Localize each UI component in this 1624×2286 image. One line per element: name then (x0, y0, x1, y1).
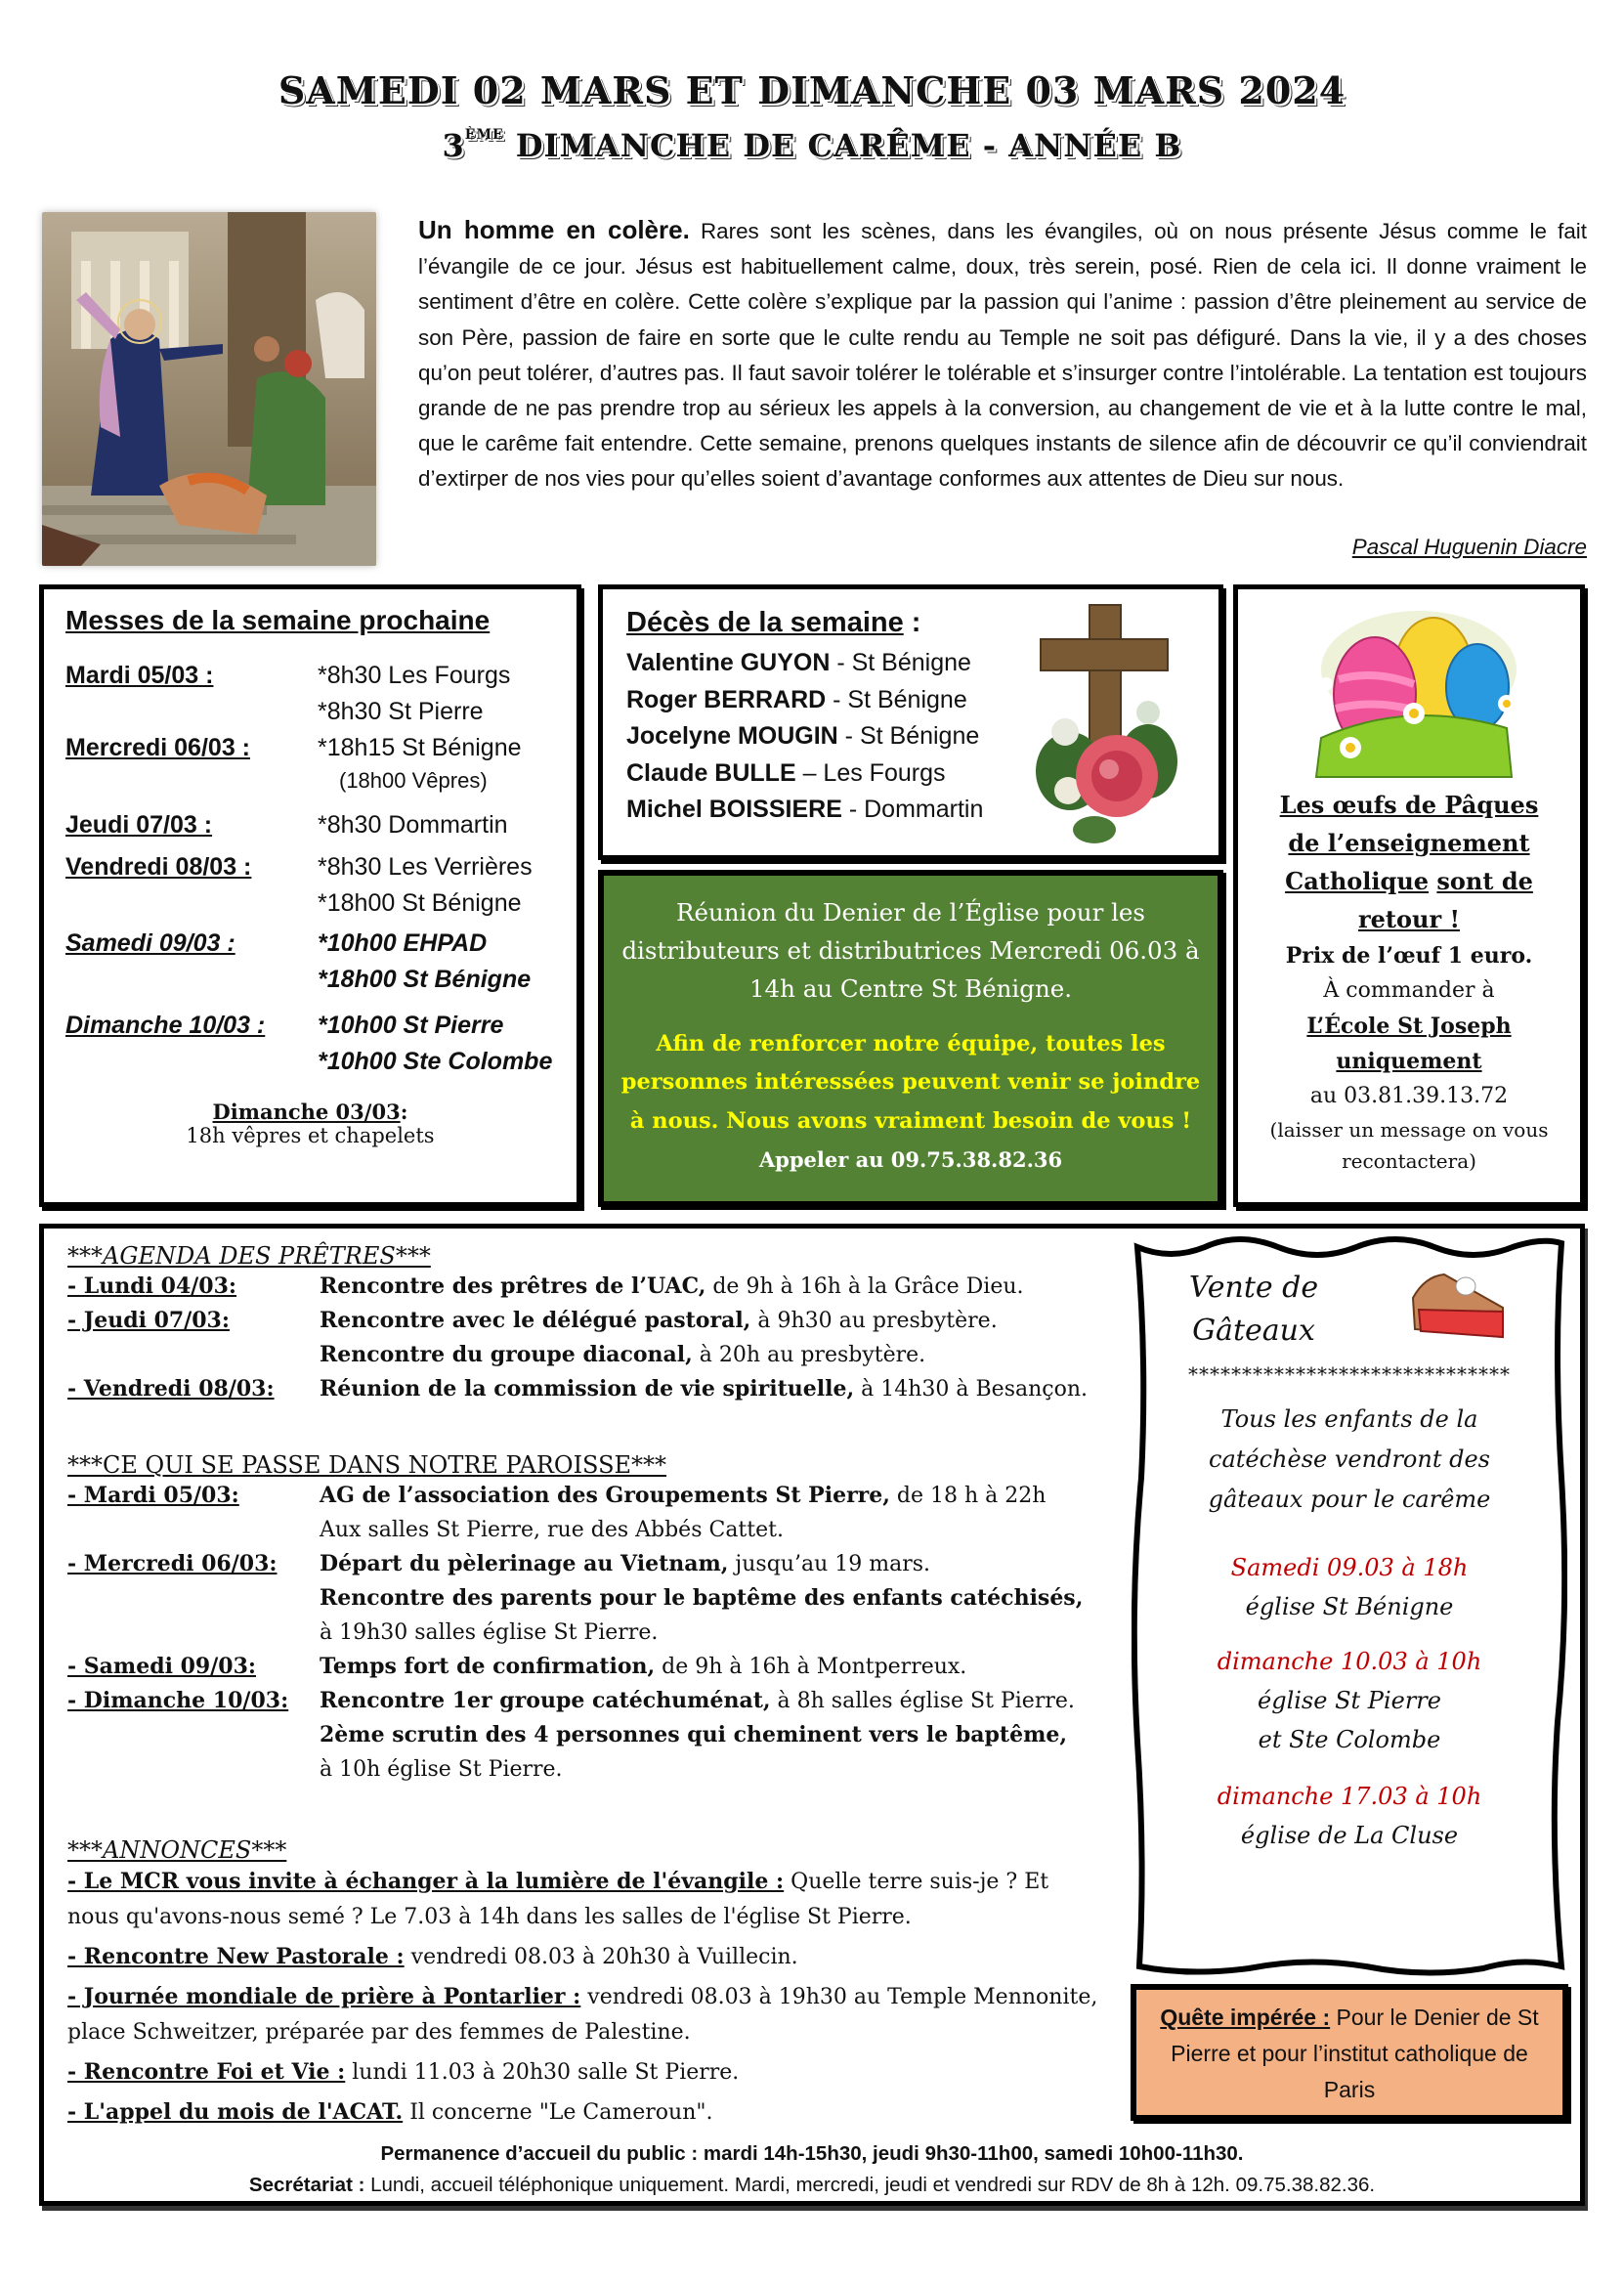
deces-name: Roger BERRARD (626, 685, 827, 713)
denier-box (598, 870, 1223, 1207)
oeufs-box (1233, 584, 1585, 1207)
editorial-text (418, 212, 1587, 497)
annonce-text: lundi 11.03 à 20h30 salle St Pierre. (345, 2060, 740, 2085)
paroisse-row (67, 1752, 1083, 1787)
quete-text: Pour le Denier de St Pierre et pour l’institut catholique de Paris (1171, 2005, 1539, 2102)
paroisse-day: - Mercredi 06/03: (67, 1551, 278, 1576)
agenda-day: - Vendredi 08/03: (67, 1376, 275, 1402)
paroisse-detail: à 8h salles église St Pierre. (770, 1689, 1075, 1713)
messes-day: Jeudi 07/03 : (65, 811, 213, 839)
gateaux-intro (1132, 1400, 1567, 1520)
paroisse-row (67, 1581, 1083, 1616)
paroisse-day: - Mardi 05/03: (67, 1483, 239, 1508)
paroisse-event: Rencontre des parents pour le baptême des enfants catéchisés, (320, 1585, 1084, 1611)
annonce-text: vendredi 08.03 à 20h30 à Vuillecin. (404, 1945, 798, 1969)
deces-place: - St Bénigne (830, 649, 971, 676)
deces-title-colon: : (903, 607, 921, 638)
agenda-row (67, 1270, 1088, 1304)
gateaux-intro-3: gâteaux pour le carême (1208, 1486, 1491, 1513)
deces-name: Valentine GUYON (626, 649, 831, 676)
agenda-day: - Lundi 04/03: (67, 1273, 237, 1299)
annonce-item (67, 2054, 1103, 2091)
paroisse-section (67, 1451, 1083, 1787)
deces-name: Claude BULLE (626, 758, 796, 787)
oeufs-title-4: retour ! (1358, 905, 1460, 933)
agenda-event: Rencontre du groupe diaconal, (320, 1342, 693, 1367)
oeufs-title-3a: Catholique (1285, 867, 1430, 895)
messes-day: Vendredi 08/03 : (65, 853, 252, 881)
paroisse-event: Temps fort de confirmation, (320, 1654, 656, 1679)
paroisse-row (67, 1718, 1083, 1752)
paroisse-day (67, 1616, 320, 1650)
cake-slice-icon (1405, 1269, 1513, 1347)
denier-appeal-text: Afin de renforcer notre équipe, toutes les personnes intéressées peuvent venir se joindre à nous. Nous avons vraiment besoin de vous ! (620, 1031, 1201, 1134)
agenda-detail: de 9h à 16h à la Grâce Dieu. (705, 1274, 1024, 1299)
footer-secretariat (44, 2174, 1580, 2197)
messes-footer-colon: : (400, 1100, 408, 1124)
messes-time: *10h00 Ste Colombe (318, 1048, 553, 1075)
gateaux-title-2: Gâteaux (1192, 1314, 1315, 1348)
annonce-title: - Journée mondiale de prière à Pontarlier : (67, 1984, 581, 2009)
messes-note: (18h00 Vêpres) (339, 768, 488, 793)
messes-day: Samedi 09/03 : (65, 929, 235, 957)
denier-meeting-text: Réunion du Denier de l’Église pour les distributeurs et distributrices Mercredi 06.03 à 14h au Centre St Bénigne. (621, 898, 1200, 1003)
cross-with-roses-icon (1011, 595, 1197, 849)
agenda-row (67, 1372, 1088, 1406)
paroisse-event: Rencontre 1er groupe catéchuménat, (320, 1688, 771, 1713)
paroisse-row (67, 1513, 1083, 1547)
deces-place: – Les Fourgs (795, 758, 946, 787)
paroisse-detail: de 18 h à 22h (889, 1484, 1047, 1508)
gateaux-intro-1: Tous les enfants de la (1220, 1405, 1478, 1433)
annonce-text: Il concerne "Le Cameroun". (403, 2100, 713, 2125)
editorial-lead: Un homme en colère. (418, 215, 690, 244)
annonce-title: - Le MCR vous invite à échanger à la lumière de l'évangile : (67, 1869, 785, 1894)
oeufs-note: (laisser un message on vous recontactera) (1269, 1118, 1549, 1173)
oeufs-title-1: Les œufs de Pâques (1279, 791, 1539, 819)
gateaux-date: Samedi 09.03 à 18h (1230, 1554, 1469, 1581)
paroisse-row (67, 1479, 1083, 1513)
paroisse-row (67, 1684, 1083, 1718)
oeufs-phone: au 03.81.39.13.72 (1309, 1084, 1509, 1108)
messes-time: *18h15 St Bénigne (318, 734, 522, 761)
denier-phone: Appeler au 09.75.38.82.36 (758, 1147, 1063, 1172)
editorial-signature: Pascal Huguenin Diacre (1351, 535, 1587, 559)
agenda-detail: à 14h30 à Besançon. (854, 1377, 1089, 1402)
paroisse-row (67, 1547, 1083, 1581)
agenda-day: - Jeudi 07/03: (67, 1308, 230, 1333)
paroisse-day: - Dimanche 10/03: (67, 1688, 289, 1713)
gateaux-title-1: Vente de (1188, 1271, 1319, 1305)
messes-row (65, 807, 555, 843)
agenda-section (67, 1242, 1088, 1406)
editorial-body: Rares sont les scènes, dans les évangiles, où on nous présente Jésus comme le fait l’évangile de ce jour. Jésus est habituellement calme, doux, très serein, posé. Rien de cela ici. Il donne vraiment le sentiment d’être en colère. Cette colère s’explique par la passion qui l’anime : passion d’être pleinement au service de son Père, passion de faire en sorte que le culte rendu au Temple ne soit pas défiguré. Dans la vie, il y a des choses qu’on peut tolérer, d’autres pas. Il faut savoir tolérer le tolérable et s’insurger contre l’intolérable. La tentation est toujours grande de ne pas prendre trop au sérieux les appels à la conversion, au changement de vie et à la lutte contre le mal, que le carême fait entendre. Cette semaine, prenons quelques instants de silence afin de découvrir ce qu’il conviendrait d’extirper de nos vies pour qu’elles soient d’avantage conformes aux attentes de Dieu sur nous. (418, 219, 1587, 492)
paroisse-event: 2ème scrutin des 4 personnes qui cheminent vers le baptême, (320, 1722, 1068, 1747)
paroisse-detail: à 10h église St Pierre. (320, 1757, 563, 1782)
oeufs-order: À commander à (1323, 978, 1495, 1003)
permanence-text: Permanence d’accueil du public : mardi 14h-15h30, jeudi 9h30-11h00, samedi 10h00-11h30. (380, 2142, 1244, 2165)
annonce-item (67, 1979, 1103, 2050)
paroisse-day (67, 1513, 320, 1547)
paroisse-day (67, 1718, 320, 1752)
page-title: SAMEDI 02 MARS ET DIMANCHE 03 MARS 2024 (278, 68, 1346, 112)
annonce-item (67, 1864, 1103, 1935)
gateaux-place: et Ste Colombe (1258, 1726, 1441, 1753)
paroisse-event: Départ du pèlerinage au Vietnam, (320, 1551, 729, 1576)
agenda-event: Rencontre des prêtres de l’UAC, (320, 1273, 706, 1299)
gateaux-intro-2: catéchèse vendront des (1209, 1445, 1490, 1473)
subtitle-text: DIMANCHE DE CARÊME - ANNÉE B (503, 127, 1182, 164)
deces-title-text: Décès de la semaine (626, 607, 904, 638)
annonces-title: ***ANNONCES*** (67, 1836, 287, 1864)
deces-place: - St Bénigne (837, 722, 980, 750)
agenda-row (67, 1304, 1088, 1338)
agenda-event: Rencontre avec le délégué pastoral, (320, 1308, 751, 1333)
deces-box (598, 584, 1223, 860)
agenda-detail: à 9h30 au presbytère. (750, 1309, 998, 1333)
messes-row (65, 926, 555, 998)
oeufs-title-3 (1252, 862, 1566, 900)
paroisse-day: - Samedi 09/03: (67, 1654, 256, 1679)
gateaux-place: église de La Cluse (1240, 1822, 1459, 1849)
quete-label: Quête impérée : (1160, 2005, 1331, 2030)
denier-appeal (614, 1025, 1208, 1180)
messes-row (65, 1008, 555, 1080)
annonce-text: Quelle terre suis-je ? Et nous qu'avons-nous semé ? Le 7.03 à 14h dans les salles de l'église St Pierre. (67, 1870, 1049, 1929)
gateaux-date: dimanche 10.03 à 10h (1217, 1648, 1482, 1675)
paroisse-row (67, 1650, 1083, 1684)
agenda-row (67, 1338, 1088, 1372)
annonce-title: - Rencontre New Pastorale : (67, 1944, 405, 1969)
gateaux-dates (1132, 1548, 1567, 1855)
paroisse-title: ***CE QUI SE PASSE DANS NOTRE PAROISSE*** (67, 1451, 667, 1479)
gateaux-place: église St Pierre (1258, 1687, 1441, 1714)
oeufs-title-2: de l’enseignement (1288, 829, 1530, 857)
gateaux-stars: ****************************** (1188, 1362, 1511, 1386)
paroisse-detail: à 19h30 salles église St Pierre. (320, 1620, 659, 1645)
paroisse-row (67, 1616, 1083, 1650)
deces-name: Jocelyne MOUGIN (626, 722, 838, 750)
subtitle-number: 3 (442, 127, 465, 164)
subtitle-superscript: ÈME (464, 127, 504, 143)
gateaux-date: dimanche 17.03 à 10h (1217, 1783, 1482, 1810)
oeufs-only: uniquement (1336, 1049, 1482, 1074)
deces-place: - Dommartin (841, 796, 984, 823)
messes-time: *8h30 Les Fourgs (318, 662, 511, 689)
jesus-temple-painting (42, 212, 376, 566)
messes-footer-title: Dimanche 03/03 (212, 1100, 401, 1124)
oeufs-title-3b: sont de (1436, 867, 1533, 895)
footer-permanence (44, 2142, 1580, 2166)
messes-time: *8h30 Les Verrières (318, 853, 533, 881)
agenda-detail: à 20h au presbytère. (692, 1343, 926, 1367)
messes-row (65, 730, 555, 796)
annonce-text: vendredi 08.03 à 19h30 au Temple Mennonite, place Schweitzer, préparée par des femmes de Palestine. (67, 1985, 1098, 2045)
messes-time: *8h30 Dommartin (318, 811, 508, 839)
messes-day: Mercredi 06/03 : (65, 734, 250, 761)
paroisse-event: AG de l’association des Groupements St Pierre, (320, 1483, 890, 1508)
gateaux-box (1132, 1233, 1567, 1976)
paroisse-day (67, 1752, 320, 1787)
messes-time: *18h00 St Bénigne (318, 889, 522, 917)
page-subtitle (0, 127, 1624, 164)
agenda-event: Réunion de la commission de vie spirituelle, (320, 1376, 855, 1402)
paroisse-detail: de 9h à 16h à Montperreux. (655, 1655, 967, 1679)
annonce-item (67, 2094, 1103, 2131)
paroisse-detail: jusqu’au 19 mars. (728, 1552, 930, 1576)
agenda-title: ***AGENDA DES PRÊTRES*** (67, 1242, 431, 1270)
annonce-title: - Rencontre Foi et Vie : (67, 2059, 346, 2085)
annonce-item (67, 1939, 1103, 1975)
messes-box (39, 584, 581, 1207)
paroisse-detail: Aux salles St Pierre, rue des Abbés Cattet. (320, 1518, 784, 1542)
messes-day: Dimanche 10/03 : (65, 1012, 266, 1039)
messes-day: Mardi 05/03 : (65, 662, 214, 689)
messes-time: *8h30 St Pierre (318, 698, 484, 725)
annonce-title: - L'appel du mois de l'ACAT. (67, 2099, 404, 2125)
gateaux-place: église St Bénigne (1245, 1593, 1454, 1620)
messes-time: *18h00 St Bénigne (318, 966, 532, 993)
deces-place: - St Bénigne (826, 685, 967, 713)
agenda-day (67, 1338, 320, 1372)
deces-name: Michel BOISSIERE (626, 796, 842, 823)
secretariat-text: Lundi, accueil téléphonique uniquement. Mardi, mercredi, jeudi et vendredi sur RDV de 8h à 12h. 09.75.38.82.36. (364, 2174, 1376, 2196)
secretariat-label: Secrétariat : (248, 2174, 365, 2196)
messes-footer-text: 18h vêpres et chapelets (186, 1124, 435, 1147)
oeufs-price: Prix de l’œuf 1 euro. (1285, 943, 1533, 969)
oeufs-school: L’École St Joseph (1306, 1014, 1512, 1039)
quete-box (1131, 1984, 1568, 2121)
messes-title: Messes de la semaine prochaine (65, 605, 491, 635)
easter-eggs-icon (1282, 601, 1536, 782)
messes-row (65, 849, 555, 922)
paroisse-day (67, 1581, 320, 1616)
messes-row (65, 658, 555, 730)
messes-time: *10h00 St Pierre (318, 1012, 504, 1039)
annonces-section (67, 1836, 1103, 2131)
messes-footer (65, 1100, 555, 1147)
painting-image (42, 212, 376, 566)
messes-time: *10h00 EHPAD (318, 929, 488, 957)
